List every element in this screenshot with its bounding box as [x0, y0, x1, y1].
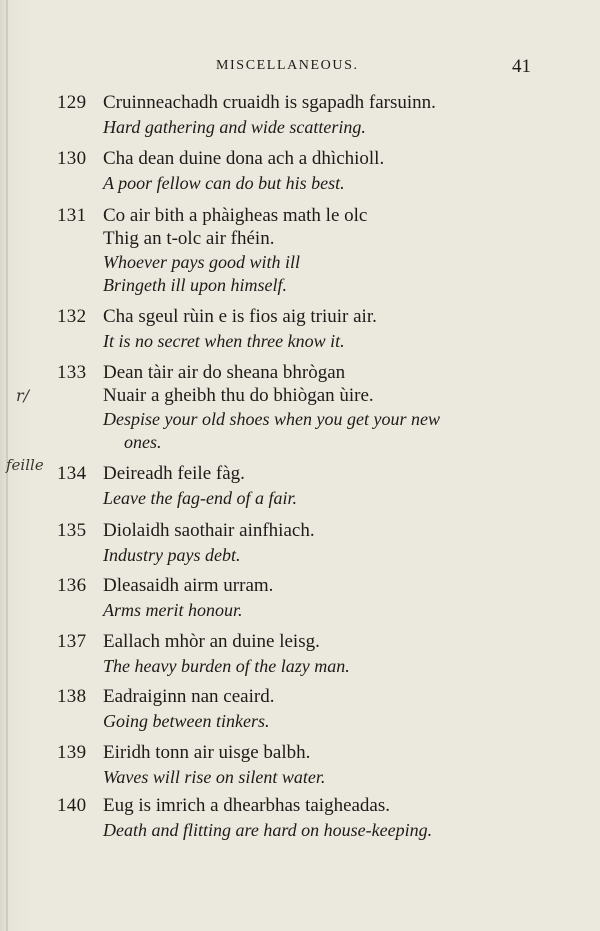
gaelic-line: Eadraiginn nan ceaird. — [103, 686, 275, 707]
english-translation: Hard gathering and wide scattering. — [103, 117, 366, 137]
proverb-number: 131 — [57, 205, 87, 226]
english-translation: Death and flitting are hard on house-keeping. — [103, 820, 433, 840]
english-translation: The heavy burden of the lazy man. — [103, 656, 350, 676]
proverb-number: 136 — [57, 575, 87, 596]
gaelic-line: Eallach mhòr an duine leisg. — [103, 631, 320, 652]
gaelic-line: Eiridh tonn air uisge balbh. — [103, 742, 311, 763]
english-translation: Industry pays debt. — [103, 545, 241, 565]
gaelic-line: Thig an t-olc air fhéin. — [103, 228, 275, 249]
english-translation: Going between tinkers. — [103, 711, 270, 731]
page-header — [0, 58, 600, 82]
gaelic-line: Cha dean duine dona ach a dhìchioll. — [103, 148, 385, 169]
english-translation: Whoever pays good with ill — [103, 252, 300, 272]
english-translation: It is no secret when three know it. — [103, 331, 345, 351]
english-translation: Arms merit honour. — [103, 600, 243, 620]
gaelic-line: Eug is imrich a dhearbhas taigheadas. — [103, 795, 391, 816]
gaelic-line: Dean tàir air do sheana bhrògan — [103, 362, 346, 383]
gaelic-line: Co air bith a phàigheas math le olc — [103, 205, 368, 226]
gaelic-line: Cruinneachadh cruaidh is sgapadh farsuinn. — [103, 92, 436, 113]
proverb-number: 134 — [57, 463, 87, 484]
english-translation: Despise your old shoes when you get your new — [103, 409, 440, 429]
english-translation: Waves will rise on silent water. — [103, 767, 326, 787]
gaelic-line: Cha sgeul rùin e is fios aig triuir air. — [103, 306, 377, 327]
proverb-number: 139 — [57, 742, 87, 763]
proverb-number: 135 — [57, 520, 87, 541]
english-translation: A poor fellow can do but his best. — [103, 173, 345, 193]
page-number: 41 — [512, 56, 531, 77]
proverb-number: 132 — [57, 306, 87, 327]
gaelic-line: Diolaidh saothair ainfhiach. — [103, 520, 315, 541]
proverb-number: 133 — [57, 362, 87, 383]
english-translation: Bringeth ill upon himself. — [103, 275, 287, 295]
gaelic-line: Dleasaidh airm urram. — [103, 575, 274, 596]
gaelic-line: Deireadh feile fàg. — [103, 463, 245, 484]
proverb-number: 137 — [57, 631, 87, 652]
running-head: MISCELLANEOUS. — [216, 58, 359, 73]
proverb-number: 138 — [57, 686, 87, 707]
margin-note: r/ — [16, 386, 30, 405]
proverb-number: 129 — [57, 92, 87, 113]
english-translation: Leave the fag-end of a fair. — [103, 488, 297, 508]
english-translation: ones. — [124, 432, 162, 452]
gaelic-line: Nuair a gheibh thu do bhiògan ùire. — [103, 385, 374, 406]
proverb-number: 140 — [57, 795, 87, 816]
margin-note: feille — [6, 456, 44, 474]
proverb-number: 130 — [57, 148, 87, 169]
